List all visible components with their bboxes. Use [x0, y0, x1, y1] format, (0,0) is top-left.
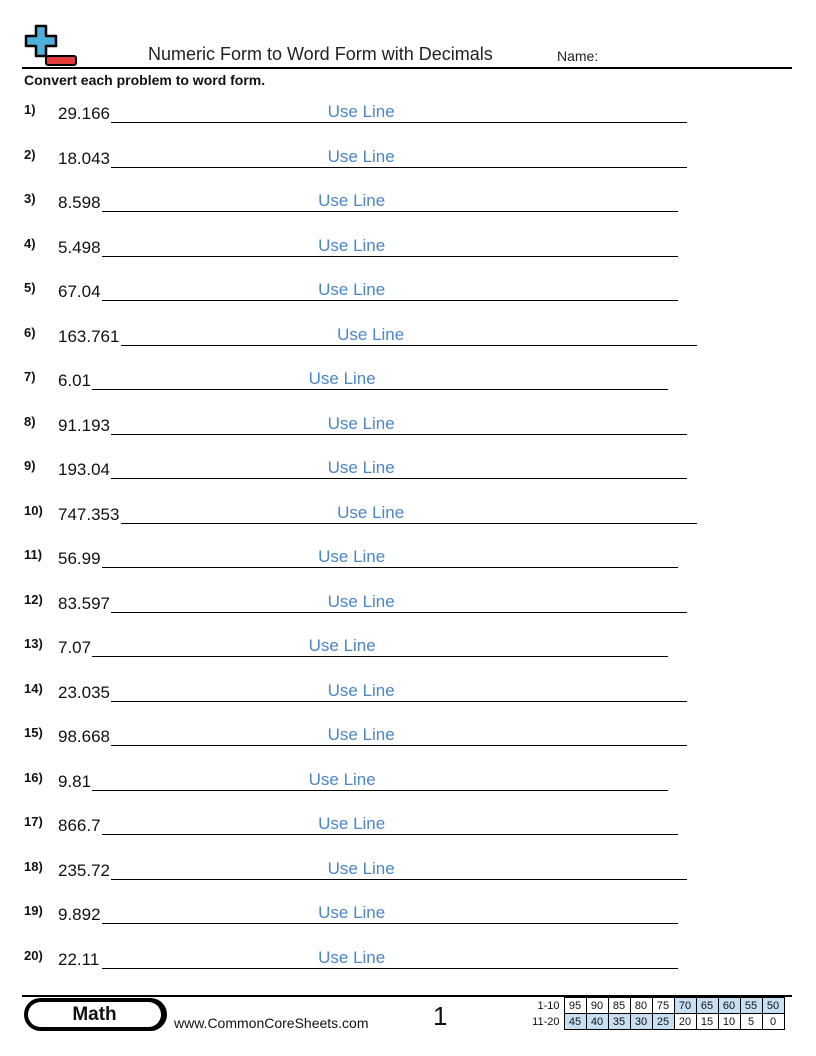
- use-line-hint: Use Line: [318, 947, 386, 967]
- problem-number: 19): [24, 903, 43, 918]
- problem-row: [0, 859, 816, 889]
- score-cell: 85: [608, 998, 630, 1014]
- problem-value: 235.72: [58, 860, 110, 880]
- problem-value: 7.07: [58, 638, 92, 657]
- answer-line[interactable]: [102, 211, 678, 212]
- answer-line[interactable]: [92, 790, 668, 791]
- use-line-hint: Use Line: [308, 369, 376, 388]
- problem-number: 10): [24, 502, 43, 518]
- score-cell: 55: [740, 998, 762, 1014]
- use-line-hint: Use Line: [337, 324, 405, 344]
- subject-label: Math: [28, 1002, 161, 1027]
- use-line-hint: Use Line: [327, 725, 395, 744]
- problem-value: 98.668: [58, 727, 110, 746]
- problem-row: [0, 280, 816, 310]
- problem-value: 6.01: [58, 371, 92, 390]
- use-line-hint: Use Line: [327, 591, 395, 611]
- problem-value: 9.892: [58, 905, 101, 924]
- answer-line[interactable]: [102, 567, 678, 568]
- use-line-hint: Use Line: [318, 547, 386, 566]
- problem-row: [0, 191, 816, 221]
- answer-line[interactable]: [102, 256, 678, 257]
- problem-value: 83.597: [58, 593, 110, 613]
- answer-line[interactable]: [111, 167, 687, 168]
- answer-line[interactable]: [102, 968, 678, 969]
- answer-line[interactable]: [111, 745, 687, 746]
- answer-line[interactable]: [121, 345, 697, 346]
- score-cell: 80: [630, 998, 652, 1014]
- answer-line[interactable]: [111, 478, 687, 479]
- header-divider: [22, 67, 792, 69]
- problem-value: 5.498: [58, 237, 101, 257]
- problem-row: [0, 236, 816, 266]
- problem-number: 16): [24, 769, 43, 785]
- problem-number: 11): [24, 547, 43, 562]
- problem-row: [0, 503, 816, 533]
- problem-value: 747.353: [58, 504, 120, 524]
- problem-row: [0, 547, 816, 577]
- answer-line[interactable]: [111, 434, 687, 435]
- use-line-hint: Use Line: [308, 769, 376, 789]
- score-cell: 90: [586, 998, 608, 1014]
- problem-row: [0, 948, 816, 978]
- plus-minus-logo-icon: [22, 24, 80, 68]
- problem-value: 56.99: [58, 549, 101, 568]
- problem-value: 67.04: [58, 282, 101, 301]
- problem-number: 8): [24, 413, 36, 429]
- score-cell: 50: [762, 998, 784, 1014]
- problem-row: [0, 681, 816, 711]
- problem-value: 163.761: [58, 326, 120, 346]
- problem-row: [0, 592, 816, 622]
- answer-line[interactable]: [111, 122, 687, 123]
- answer-line[interactable]: [121, 523, 697, 524]
- score-cell: 15: [696, 1014, 718, 1030]
- use-line-hint: Use Line: [327, 680, 395, 700]
- answer-line[interactable]: [102, 834, 678, 835]
- answer-line[interactable]: [102, 300, 678, 301]
- name-label: Name:: [557, 48, 599, 64]
- problem-value: 22.11: [58, 949, 100, 969]
- problem-value: 866.7: [58, 816, 101, 835]
- score-cell: 45: [564, 1014, 586, 1030]
- problem-row: [0, 458, 816, 488]
- use-line-hint: Use Line: [327, 458, 395, 477]
- answer-line[interactable]: [111, 612, 687, 613]
- problem-number: 5): [24, 280, 36, 295]
- problem-number: 12): [24, 591, 43, 607]
- use-line-hint: Use Line: [327, 146, 395, 166]
- problem-number: 18): [24, 858, 43, 874]
- use-line-hint: Use Line: [318, 191, 386, 210]
- use-line-hint: Use Line: [337, 502, 405, 522]
- problem-value: 23.035: [58, 682, 110, 702]
- problem-number: 7): [24, 369, 36, 384]
- score-cell: 65: [696, 998, 718, 1014]
- score-row-label: 11-20: [532, 1015, 560, 1028]
- use-line-hint: Use Line: [318, 280, 386, 299]
- problem-value: 29.166: [58, 104, 110, 123]
- problem-row: [0, 725, 816, 755]
- instructions: Convert each problem to word form.: [24, 72, 266, 88]
- score-cell: 40: [586, 1014, 608, 1030]
- problem-row: [0, 770, 816, 800]
- problem-value: 8.598: [58, 193, 101, 212]
- use-line-hint: Use Line: [327, 413, 395, 433]
- worksheet-title: Numeric Form to Word Form with Decimals: [148, 44, 493, 64]
- score-cell: 35: [608, 1014, 630, 1030]
- problem-row: [0, 325, 816, 355]
- score-row-label: 1-10: [537, 999, 560, 1012]
- problem-row: [0, 369, 816, 399]
- score-cell: 5: [740, 1014, 762, 1030]
- score-cell: 75: [652, 998, 674, 1014]
- problem-row: [0, 636, 816, 666]
- use-line-hint: Use Line: [318, 235, 386, 255]
- problem-row: [0, 814, 816, 844]
- problem-number: 13): [24, 636, 43, 651]
- answer-line[interactable]: [92, 656, 668, 657]
- problem-value: 193.04: [58, 460, 110, 479]
- score-table: [530, 997, 785, 1030]
- problem-value: 9.81: [58, 771, 92, 791]
- problem-number: 2): [24, 146, 36, 162]
- use-line-hint: Use Line: [318, 903, 386, 922]
- problem-row: [0, 102, 816, 132]
- use-line-hint: Use Line: [308, 636, 376, 655]
- score-cell: 20: [674, 1014, 696, 1030]
- score-row: [530, 1014, 784, 1030]
- problem-number: 20): [24, 947, 43, 963]
- subject-badge: [24, 998, 167, 1031]
- use-line-hint: Use Line: [318, 814, 386, 833]
- answer-line[interactable]: [111, 701, 687, 702]
- score-cell: 30: [630, 1014, 652, 1030]
- score-cell: 10: [718, 1014, 740, 1030]
- answer-line[interactable]: [111, 879, 687, 880]
- problem-number: 6): [24, 324, 36, 340]
- problem-row: [0, 903, 816, 933]
- problem-number: 1): [24, 102, 36, 117]
- problem-number: 3): [24, 191, 36, 206]
- problem-number: 9): [24, 458, 36, 473]
- problem-value: 91.193: [58, 415, 110, 435]
- score-cell: 25: [652, 1014, 674, 1030]
- use-line-hint: Use Line: [327, 102, 395, 121]
- problem-row: [0, 414, 816, 444]
- use-line-hint: Use Line: [327, 858, 395, 878]
- problem-number: 17): [24, 814, 43, 829]
- page-number: 1: [433, 1001, 448, 1031]
- score-row: [530, 998, 784, 1014]
- answer-line[interactable]: [92, 389, 668, 390]
- problem-number: 4): [24, 235, 36, 251]
- footer-url: www.CommonCoreSheets.com: [174, 1015, 369, 1031]
- score-cell: 60: [718, 998, 740, 1014]
- answer-line[interactable]: [102, 923, 678, 924]
- problem-value: 18.043: [58, 148, 110, 168]
- problem-number: 14): [24, 680, 43, 696]
- problem-row: [0, 147, 816, 177]
- score-cell: 0: [762, 1014, 784, 1030]
- score-cell: 95: [564, 998, 586, 1014]
- problem-number: 15): [24, 725, 43, 740]
- score-cell: 70: [674, 998, 696, 1014]
